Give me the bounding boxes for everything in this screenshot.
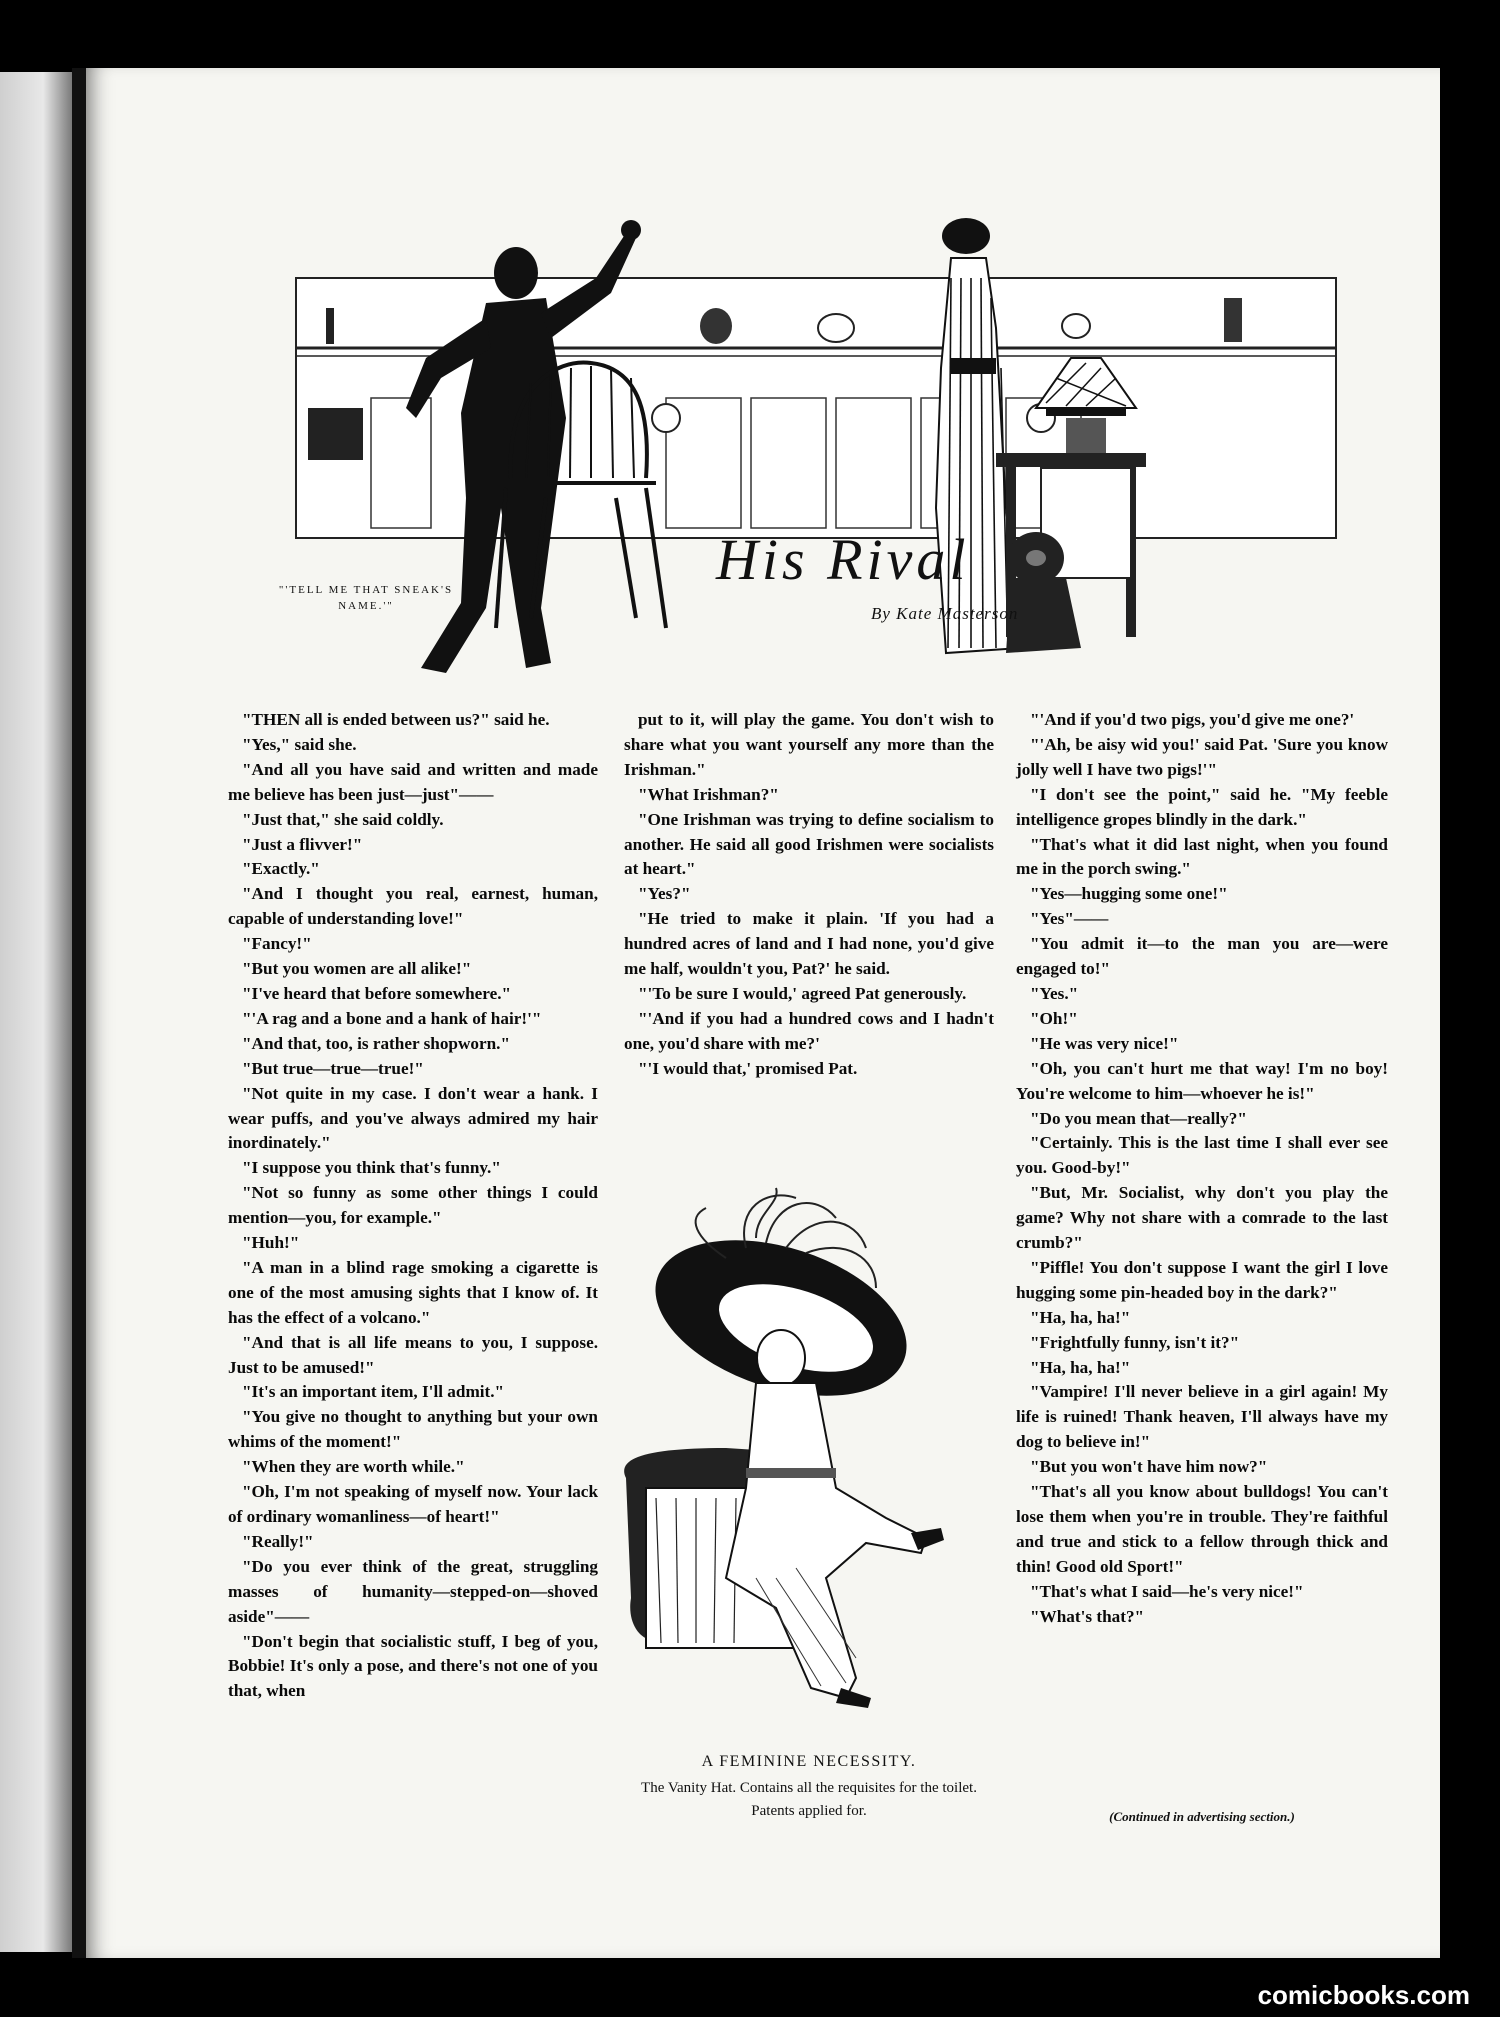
magazine-page [86,68,1440,1958]
paragraph: "Ha, ha, ha!" [1030,1357,1131,1377]
story-byline: By Kate Masterson [871,604,1019,623]
paragraph: "I don't see the point," said he. "My feeble intelligence gropes blindly in the dark." [1016,784,1388,829]
paragraph: "You admit it—to the man you are—were engaged to!" [1016,934,1388,979]
continued-note: (Continued in advertising section.) [1109,1809,1295,1824]
paragraph: "But true—true—true!" [242,1058,424,1078]
facing-page-edge [0,72,72,1952]
paragraph: "Yes"—— [1030,909,1109,929]
vanity-hat-illustration [606,1158,1006,1738]
paragraph: "Oh, you can't hurt me that way! I'm no boy! You're welcome to him—whoever he is!" [1016,1058,1388,1103]
paragraph: "What's that?" [1030,1606,1145,1626]
paragraph: "That's what it did last night, when you found me in the porch swing." [1016,834,1388,879]
book-gutter [72,68,86,1958]
header-illustration [196,208,1366,698]
paragraph: "'I would that,' promised Pat. [638,1058,858,1078]
site-watermark: comicbooks.com [1257,1980,1470,2010]
paragraph: "But you won't have him now?" [1030,1457,1268,1477]
paragraph: "He tried to make it plain. 'If you had a hundred acres of land and I had none, you'd give me half, wouldn't you, Pat?' he said. [624,909,994,979]
paragraph: put to it, will play the game. You don't wish to share what you want yourself any more than the Irishman." [624,710,994,779]
paragraph: "And that is all life means to you, I suppose. Just to be amused!" [228,1332,598,1377]
paragraph: "Fancy!" [242,934,312,954]
paragraph: "You give no thought to anything but your own whims of the moment!" [228,1407,598,1452]
paragraph: "Yes—hugging some one!" [1030,884,1228,904]
paragraph: "I've heard that before somewhere." [242,983,512,1003]
paragraph: "When they are worth while." [242,1457,465,1477]
paragraph: "He was very nice!" [1030,1033,1179,1053]
paragraph: "Ha, ha, ha!" [1030,1307,1131,1327]
paragraph: "Oh, I'm not speaking of myself now. Your lack of ordinary womanliness—of heart!" [228,1482,598,1526]
paragraph: "It's an important item, I'll admit." [242,1382,505,1402]
text-column-1 [228,708,598,1704]
paragraph: "Huh!" [242,1233,300,1253]
paragraph: "Really!" [242,1531,314,1551]
paragraph: "Just that," she said coldly. [242,809,444,829]
paragraph: "And that, too, is rather shopworn." [242,1033,511,1053]
paragraph: "One Irishman was trying to define socialism to another. He said all good Irishmen were socialists at heart." [624,809,994,879]
paragraph: "Not quite in my case. I don't wear a hank. I wear puffs, and you've always admired my hair inordinately." [228,1083,598,1153]
figure-title: A FEMININE NECESSITY. [701,1753,917,1770]
paragraph: "Yes," said she. [242,734,357,754]
paragraph: "But, Mr. Socialist, why don't you play the game? Why not share with a comrade to the last crumb?" [1016,1183,1388,1253]
paragraph: "Exactly." [242,859,320,879]
paragraph: "Do you ever think of the great, struggling masses of humanity—stepped-on—shoved aside"—— [228,1556,598,1626]
paragraph: "'And if you had a hundred cows and I hadn't one, you'd share with me?' [624,1008,994,1053]
paragraph: "Yes." [1030,983,1079,1003]
text-column-2 [624,708,994,1082]
paragraph: "And I thought you real, earnest, human, capable of understanding love!" [228,884,598,929]
paragraph: "That's what I said—he's very nice!" [1030,1581,1304,1601]
paragraph: "Oh!" [1030,1008,1078,1028]
paragraph: "Yes?" [638,884,691,904]
illustration-caption: "'TELL ME THAT SNEAK'S NAME.'" [278,584,454,612]
paragraph: "Vampire! I'll never believe in a girl again! My life is ruined! Thank heaven, I'll always have my dog to believe in!" [1016,1382,1388,1452]
paragraph: "Just a flivver!" [242,834,363,854]
paragraph: "What Irishman?" [638,784,779,804]
paragraph: "'Ah, be aisy wid you!' said Pat. 'Sure you know jolly well I have two pigs!'" [1016,734,1388,779]
paragraph: "Don't begin that socialistic stuff, I beg of you, Bobbie! It's only a pose, and there's not one of you that, when [228,1631,598,1701]
paragraph: "I suppose you think that's funny." [242,1158,501,1178]
paragraph: "Frightfully funny, isn't it?" [1030,1332,1240,1352]
paragraph: "'To be sure I would,' agreed Pat generously. [638,983,967,1003]
paragraph: "A man in a blind rage smoking a cigarette is one of the most amusing sights that I know of. It has the effect of a volcano." [228,1257,598,1327]
paragraph: "That's all you know about bulldogs! You can't lose them when you're in trouble. They're faithful and true and stick to a fellow through thick and thin! Good old Sport!" [1016,1482,1388,1576]
text-column-3 [1016,708,1388,1630]
paragraph: "But you women are all alike!" [242,959,472,979]
paragraph: "Do you mean that—really?" [1030,1108,1247,1128]
paragraph: "THEN all is ended between us?" said he. [242,710,550,729]
paragraph: "Certainly. This is the last time I shall ever see you. Good-by!" [1016,1133,1388,1178]
paragraph: "And all you have said and written and made me believe has been just—just"—— [228,759,598,804]
paragraph: "Piffle! You don't suppose I want the girl I love hugging some pin-headed boy in the dark?" [1016,1257,1388,1302]
paragraph: "'And if you'd two pigs, you'd give me one?' [1030,710,1355,729]
paragraph: "'A rag and a bone and a hank of hair!'" [242,1008,542,1028]
paragraph: "Not so funny as some other things I could mention—you, for example." [228,1183,598,1228]
figure-caption: The Vanity Hat. Contains all the requisites for the toilet. Patents applied for. [641,1780,977,1819]
story-title: His Rival [716,527,970,592]
